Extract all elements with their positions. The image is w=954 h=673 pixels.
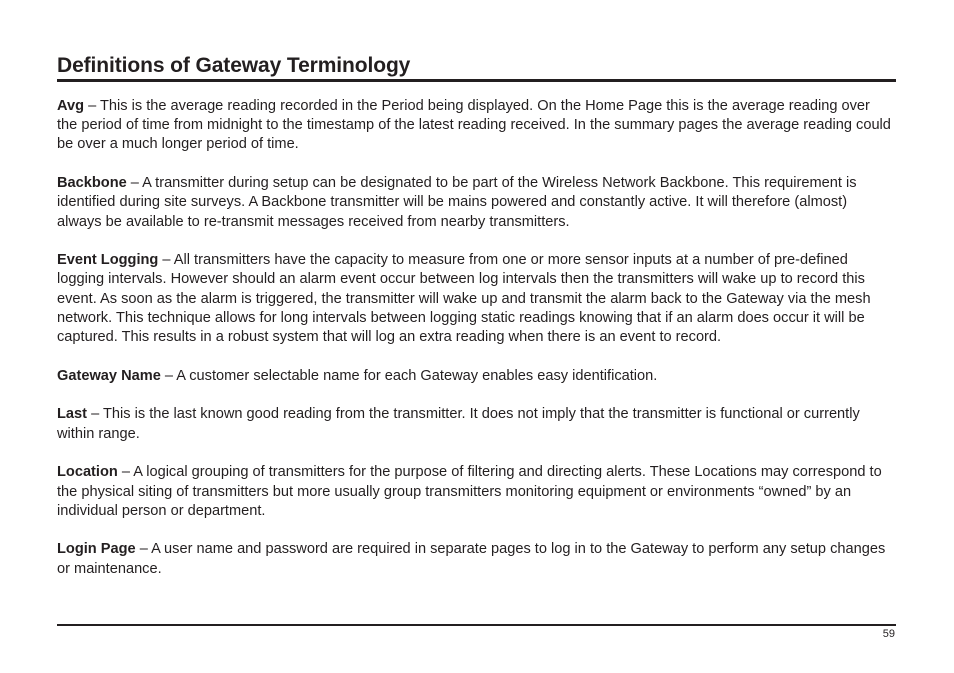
definition-term: Location bbox=[57, 464, 118, 481]
definition-text: A logical grouping of transmitters for the purpose of filtering and directing alerts. These Locations may correspond to the physical siting of transmitters but more usually group transmitters monitoring equipment or environments “owned” by an individual person or department. bbox=[57, 464, 882, 519]
definition-separator: – bbox=[158, 252, 174, 269]
definition-login-page bbox=[57, 540, 893, 578]
title-divider bbox=[57, 79, 896, 82]
definition-term: Last bbox=[57, 406, 88, 423]
definition-text: This is the last known good reading from the transmitter. It does not imply that the transmitter is functional or currently within range. bbox=[57, 406, 860, 442]
definition-term: Backbone bbox=[57, 175, 127, 192]
definition-separator: – bbox=[126, 175, 143, 192]
definition-text: A transmitter during setup can be designated to be part of the Wireless Network Backbone. This requirement is identified during site surveys. A Backbone transmitter will be mains powered and constantly active. It will therefore (almost) always be available to re-transmit messages received from nearby transmitters. bbox=[57, 175, 857, 230]
definition-avg bbox=[57, 97, 893, 155]
definition-separator: – bbox=[160, 367, 177, 384]
definition-text: This is the average reading recorded in the Period being displayed. On the Home Page this is the average reading over the period of time from midnight to the timestamp of the latest reading received. In the summary pages the average reading could be over a much longer period of time. bbox=[57, 98, 891, 153]
definition-text: A customer selectable name for each Gateway enables easy identification. bbox=[176, 367, 658, 384]
page-number: 59 bbox=[882, 628, 895, 640]
definition-separator: – bbox=[84, 98, 100, 114]
definition-backbone bbox=[57, 174, 893, 232]
definition-location bbox=[57, 463, 893, 521]
definition-separator: – bbox=[87, 406, 103, 423]
definition-text: All transmitters have the capacity to measure from one or more sensor inputs at a number of pre-defined logging intervals. However should an alarm event occur between log intervals then the transmitters will wake up to record this event. As soon as the alarm is triggered, the transmitter will wake up and transmit the alarm back to the Gateway via the mesh network. This technique allows for long intervals between logging static readings knowing that if an alarm does occur it will be captured. This results in a robust system that will log an extra reading when there is an event to record. bbox=[57, 252, 871, 346]
footer-divider bbox=[57, 624, 896, 626]
definition-text: A user name and password are required in separate pages to log in to the Gateway to perform any setup changes or maintenance. bbox=[57, 541, 886, 577]
definition-separator: – bbox=[117, 464, 134, 481]
page-title: Definitions of Gateway Terminology bbox=[57, 54, 411, 77]
definition-gateway-name bbox=[57, 367, 893, 386]
definition-separator: – bbox=[135, 541, 152, 558]
definition-event-logging bbox=[57, 251, 893, 347]
definition-last bbox=[57, 405, 893, 443]
definition-term: Avg bbox=[57, 98, 85, 114]
definitions-list bbox=[57, 97, 893, 598]
definition-term: Gateway Name bbox=[57, 367, 161, 384]
definition-term: Login Page bbox=[57, 541, 136, 558]
definition-term: Event Logging bbox=[57, 252, 159, 269]
